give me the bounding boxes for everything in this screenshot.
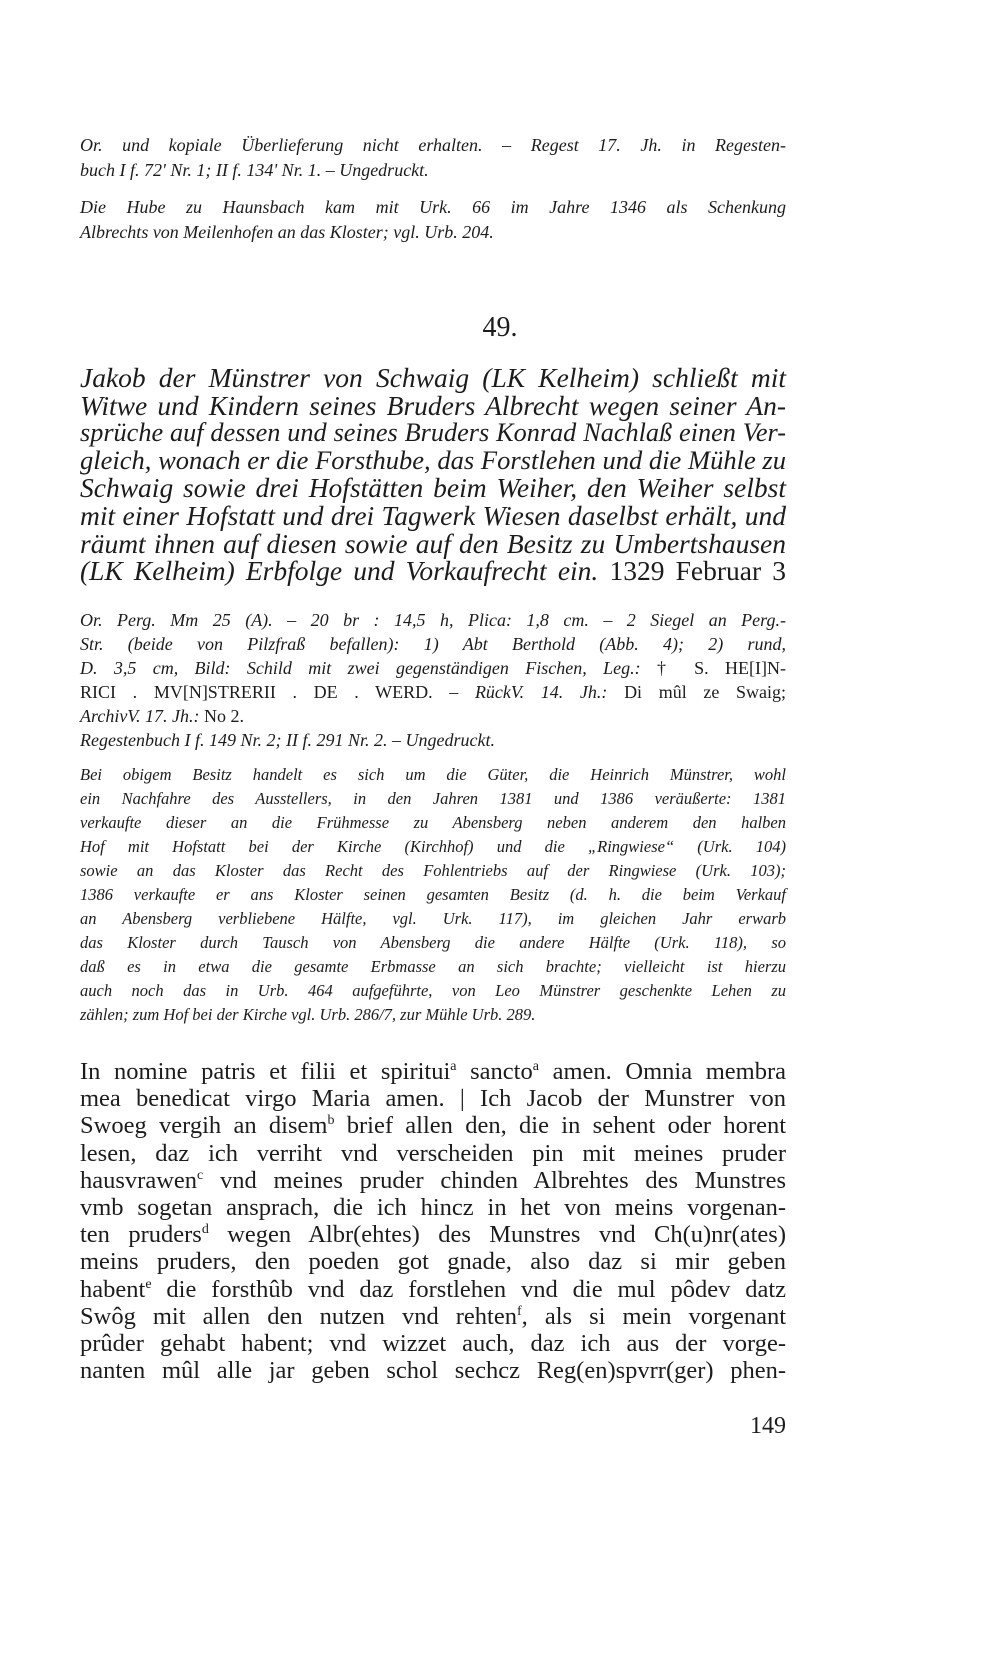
charter-line <box>80 1058 786 1085</box>
commentary-line: ein Nachfahre des Ausstellers, in den Jahren 1381 und 1386 veräußerte: 1381 <box>80 789 786 808</box>
text-run: sancto <box>456 1058 533 1085</box>
source-note-line <box>80 680 786 704</box>
regest-summary <box>80 364 786 585</box>
regest-line: (LK Kelheim) Erbfolge und Vorkaufrecht ein. <box>80 555 599 587</box>
charter-line <box>80 1167 786 1194</box>
footnote-mark: d <box>201 1222 209 1238</box>
regest-line: mit einer Hofstatt und drei Tagwerk Wiesen daselbst erhält, und <box>80 499 786 531</box>
source-note-line: Str. (beide von Pilzfraß befallen): 1) Abt Berthold (Abb. 4); 2) rund, <box>80 634 786 654</box>
charter-text <box>80 1058 786 1384</box>
regest-line: Witwe und Kindern seines Bruders Albrecht wegen seiner An- <box>80 389 786 421</box>
text-run: amen. Omnia membra <box>538 1058 786 1085</box>
regest-line: Schwaig sowie drei Hofstätten beim Weiher, den Weiher selbst <box>80 472 786 504</box>
charter-line <box>80 1276 786 1303</box>
charter-line: mea benedicat virgo Maria amen. | Ich Jacob der Munstrer von <box>80 1085 786 1113</box>
commentary-line: Hof mit Hofstatt bei der Kirche (Kirchhof) und die „Ringwiese“ (Urk. 104) <box>80 837 786 856</box>
text-run: hausvrawen <box>80 1166 198 1194</box>
footnote-mark: f <box>516 1303 522 1319</box>
commentary-line: das Kloster durch Tausch von Abensberg die andere Hälfte (Urk. 118), so <box>80 933 786 952</box>
seal-legend-cont: RICI . MV[N]STRERII . DE . WERD. – <box>80 682 459 702</box>
commentary-line: an Abensberg verbliebene Hälfte, vgl. Urk. 117), im gleichen Jahr erwarb <box>80 909 786 928</box>
text-run: wegen Albr(ehtes) des Munstres vnd Ch(u)nr(ates) <box>208 1221 786 1249</box>
charter-line: meins pruders, den poeden got gnade, also daz si mir geben <box>80 1248 786 1276</box>
charter-line <box>80 1112 786 1139</box>
commentary-line: Bei obigem Besitz handelt es sich um die Güter, die Heinrich Münstrer, wohl <box>80 765 786 784</box>
commentary <box>80 763 786 1027</box>
dorsal-note-label: RückV. 14. Jh.: <box>474 682 608 702</box>
footnote-mark: a <box>532 1059 539 1074</box>
charter-line: nanten mûl alle jar geben schol sechcz Reg(en)spvrr(ger) phen- <box>80 1357 786 1385</box>
text-run: Swoeg vergih an disem <box>80 1112 328 1140</box>
intro-note-line: Albrechts von Meilenhofen an das Kloster; vgl. Urb. 204. <box>80 222 494 242</box>
text-run: , als si mein vorgenant <box>521 1302 786 1330</box>
regest-line: gleich, wonach er die Forsthube, das Forstlehen und die Mühle zu <box>80 444 786 475</box>
intro-note-line: Or. und kopiale Überlieferung nicht erhalten. – Regest 17. Jh. in Regesten- <box>80 135 786 155</box>
intro-note-line: buch I f. 72' Nr. 1; II f. 134' Nr. 1. – Ungedruckt. <box>80 160 429 180</box>
seal-description: D. 3,5 cm, Bild: Schild mit zwei gegenständigen Fischen, Leg.: <box>80 658 641 678</box>
source-note-line: Regestenbuch I f. 149 Nr. 2; II f. 291 Nr. 2. – Ungedruckt. <box>80 730 495 750</box>
commentary-line: sowie an das Kloster das Recht des Fohlentriebs auf der Ringwiese (Urk. 103); <box>80 861 786 880</box>
text-run: die forsthûb vnd daz forstlehen vnd die mul pôdev datz <box>151 1275 786 1303</box>
dorsal-note-text: Di mûl ze Swaig; <box>624 682 787 702</box>
text-run: habent <box>80 1275 146 1303</box>
intro-note-line: Die Hube zu Haunsbach kam mit Urk. 66 im Jahre 1346 als Schenkung <box>80 197 786 217</box>
source-note-line <box>80 656 786 680</box>
footnote-mark: a <box>450 1059 457 1074</box>
text-run: In nomine patris et filii et spiritui <box>80 1058 451 1085</box>
commentary-line: 1386 verkaufte er ans Kloster seinen gesamten Besitz (d. h. die beim Verkauf <box>80 885 786 904</box>
regest-date: 1329 Februar 3 <box>609 555 786 587</box>
footnote-mark: c <box>197 1167 204 1183</box>
text-run: vnd meines pruder chinden Albrehtes des Munstres <box>203 1166 786 1194</box>
charter-line: prûder gehabt habent; vnd wizzet auch, daz ich aus der vorge- <box>80 1330 786 1358</box>
charter-line: lesen, daz ich verriht vnd verscheiden pin mit meines pruder <box>80 1139 786 1167</box>
commentary-line: auch noch das in Urb. 464 aufgeführte, von Leo Münstrer geschenkte Lehen zu <box>80 981 786 1000</box>
regest-line: Jakob der Münstrer von Schwaig (LK Kelheim) schließt mit <box>80 362 786 393</box>
regest-line: räumt ihnen auf diesen sowie auf den Besitz zu Umbertshausen <box>80 527 786 559</box>
document-number: 49. <box>482 312 518 343</box>
text-run: brief allen den, die in sehent oder horent <box>334 1112 786 1140</box>
footnote-mark: e <box>145 1276 152 1292</box>
charter-line: vmb sogetan ansprach, die ich hincz in het von meins vorgenan- <box>80 1194 786 1222</box>
source-note <box>80 608 786 752</box>
regest-line: sprüche auf dessen und seines Bruders Konrad Nachlaß einen Ver- <box>80 418 786 448</box>
intro-note <box>80 133 786 245</box>
charter-line <box>80 1303 786 1330</box>
commentary-line: verkaufte dieser an die Frühmesse zu Abensberg neben anderem den halben <box>80 813 786 832</box>
regest-last-line <box>80 557 786 585</box>
commentary-line: zählen; zum Hof bei der Kirche vgl. Urb. 286/7, zur Mühle Urb. 289. <box>80 1005 536 1024</box>
source-note-line: Or. Perg. Mm 25 (A). – 20 br : 14,5 h, Plica: 1,8 cm. – 2 Siegel an Perg.- <box>80 610 786 630</box>
archive-note-label: ArchivV. 17. Jh.: <box>80 706 200 726</box>
text-run: Swôg mit allen den nutzen vnd rehten <box>80 1302 517 1330</box>
text-run: ten pruders <box>80 1221 202 1249</box>
commentary-line: daß es in etwa die gesamte Erbmasse an sich brachte; vielleicht ist hierzu <box>80 957 786 976</box>
charter-line <box>80 1221 786 1248</box>
archive-note-text: No 2. <box>203 706 244 726</box>
footnote-mark: b <box>327 1113 335 1129</box>
page-number: 149 <box>750 1413 786 1439</box>
seal-legend: † S. HE[I]N- <box>656 658 787 678</box>
source-note-line <box>80 704 786 728</box>
